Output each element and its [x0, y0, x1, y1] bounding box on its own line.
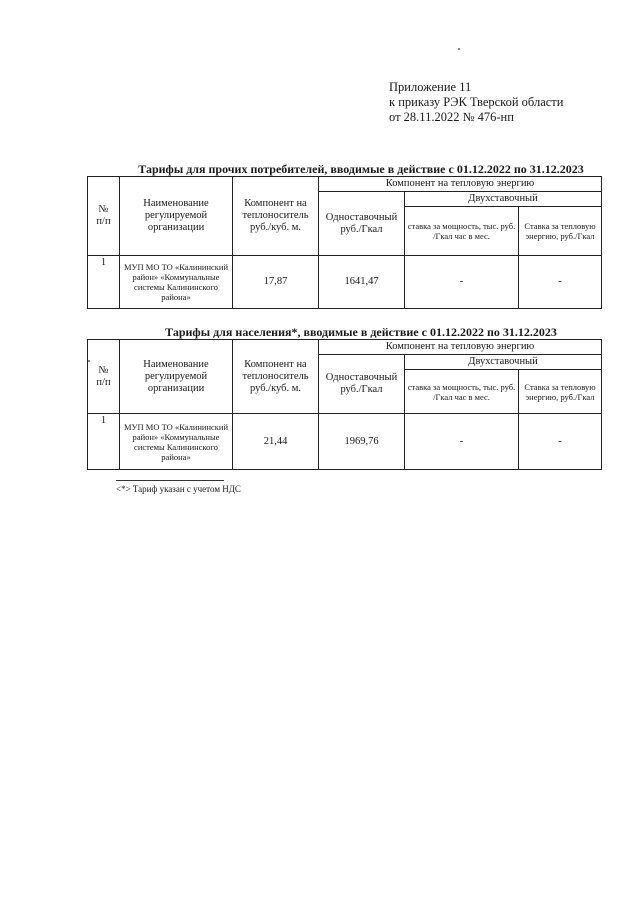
cell-carrier: 17,87 [233, 256, 319, 309]
col-header-energy: Компонент на тепловую энергию [319, 177, 602, 192]
col-header-carrier: Компонент на теплоноситель руб./куб. м. [233, 340, 319, 414]
col-header-carrier: Компонент на теплоноситель руб./куб. м. [233, 177, 319, 256]
col-header-energy-rate: Ставка за тепловую энергию, руб./Гкал [519, 207, 602, 256]
tariff-table-other [87, 176, 602, 309]
table-1-title: Тарифы для прочих потребителей, вводимые в действие с 01.12.2022 по 31.12.2023 [138, 162, 584, 176]
tariff-table-population [87, 339, 602, 470]
col-header-capacity: ставка за мощность, тыс. руб. /Гкал час в мес. [405, 207, 519, 256]
cell-single: 1641,47 [319, 256, 405, 309]
cell-energy-rate: - [519, 414, 602, 470]
col-header-energy: Компонент на тепловую энергию [319, 340, 602, 355]
table-row [88, 256, 602, 309]
annex-date: от 28.11.2022 № 476-нп [389, 110, 514, 124]
col-header-single: Одноставочный руб./Гкал [319, 192, 405, 256]
annex-number: Приложение 11 [389, 80, 472, 94]
footnote: <*> Тариф указан с учетом НДС [116, 484, 241, 494]
annex-header [389, 80, 563, 125]
annex-order: к приказу РЭК Тверской области [389, 95, 564, 109]
cell-carrier: 21,44 [233, 414, 319, 470]
col-header-two-rate: Двухставочный [405, 355, 602, 370]
cell-capacity: - [405, 414, 519, 470]
cell-single: 1969,76 [319, 414, 405, 470]
table-row [88, 414, 602, 470]
col-header-capacity: ставка за мощность, тыс. руб. /Гкал час в мес. [405, 370, 519, 414]
table-2-title: Тарифы для населения*, вводимые в действие с 01.12.2022 по 31.12.2023 [165, 325, 557, 339]
cell-num: 1 [88, 256, 120, 309]
col-header-num: № п/п [88, 177, 120, 256]
cell-capacity: - [405, 256, 519, 309]
col-header-org: Наименование регулируемой организации [120, 177, 233, 256]
footnote-separator [116, 480, 224, 481]
cell-org: МУП МО ТО «Калининский район» «Коммунальные системы Калининского района» [120, 414, 233, 470]
col-header-org: Наименование регулируемой организации [120, 340, 233, 414]
col-header-num: № п/п [88, 340, 120, 414]
cell-energy-rate: - [519, 256, 602, 309]
scan-speck [88, 360, 90, 362]
col-header-two-rate: Двухставочный [405, 192, 602, 207]
col-header-single: Одноставочный руб./Гкал [319, 355, 405, 414]
col-header-energy-rate: Ставка за тепловую энергию, руб./Гкал [519, 370, 602, 414]
scan-speck [458, 48, 460, 50]
cell-num: 1 [88, 414, 120, 470]
cell-org: МУП МО ТО «Калининский район» «Коммунальные системы Калининского района» [120, 256, 233, 309]
